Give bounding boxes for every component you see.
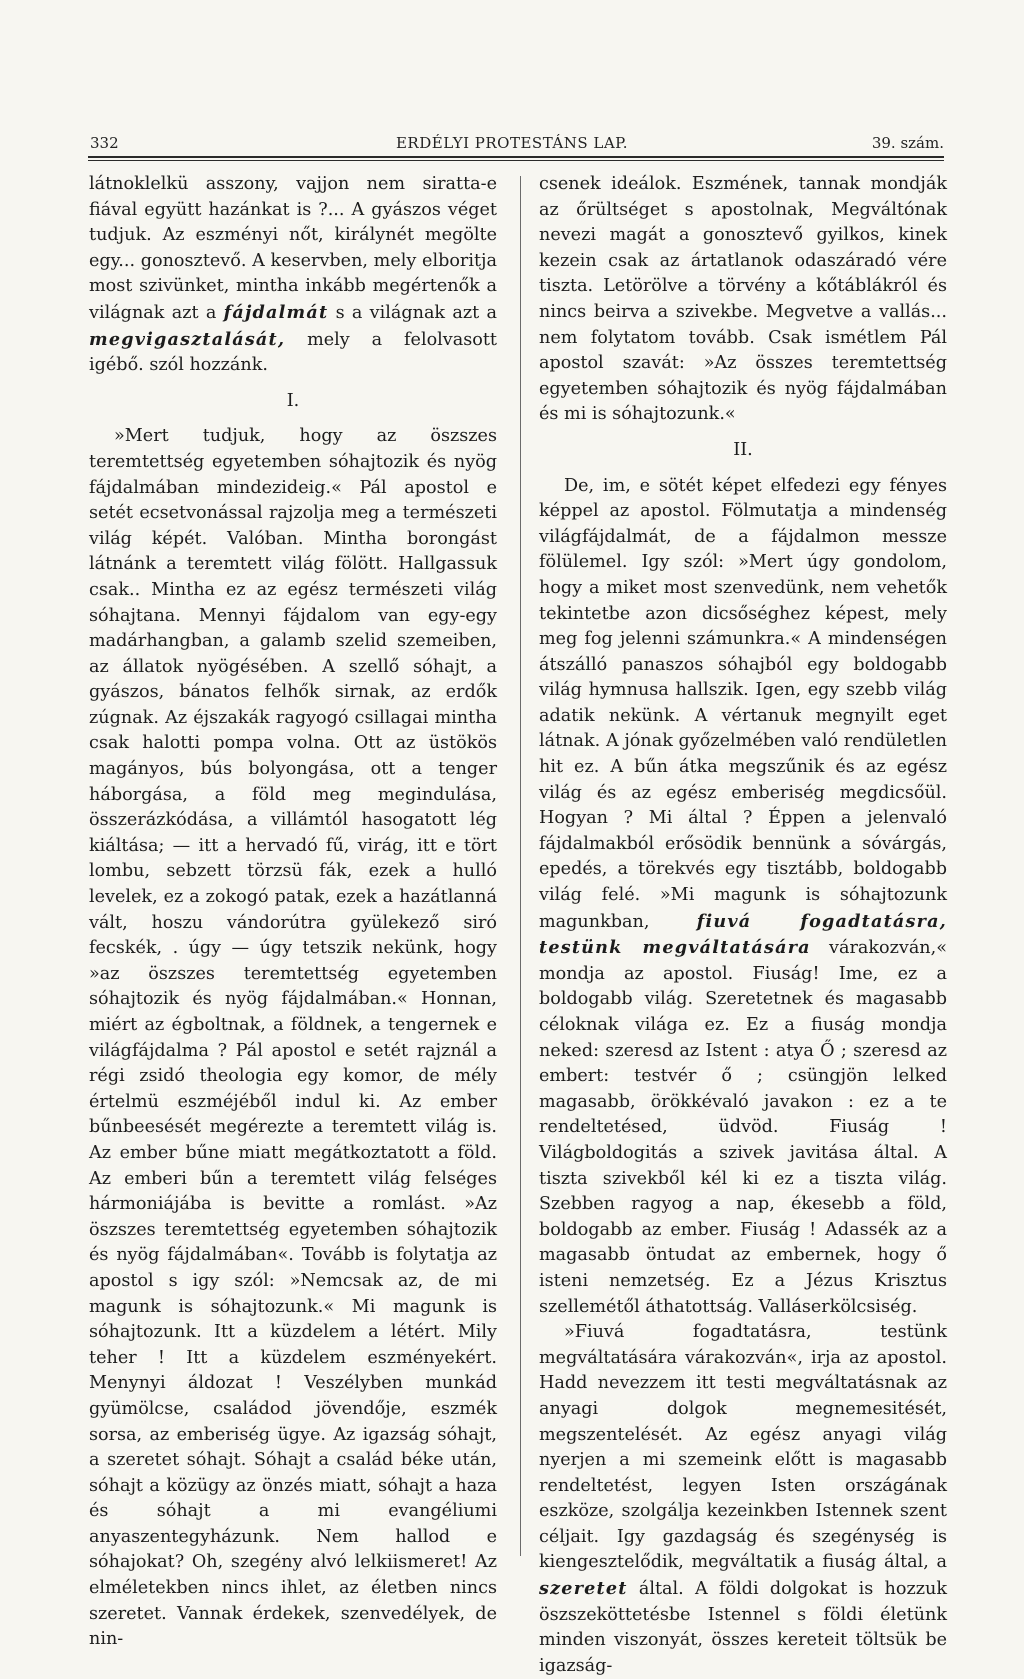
- emphasis-fajdalmat: fájdalmát: [223, 301, 329, 323]
- left-column: [89, 172, 497, 1653]
- emphasis-megvigasztalasat: megvigasztalását,: [89, 328, 286, 350]
- emphasis-szeretet: szeretet: [539, 1578, 628, 1600]
- header-rule: [88, 156, 944, 161]
- column-divider: [520, 176, 521, 1556]
- emphasis-fiuva-fogadtatasra: fiuvá fogadtatásra, testünk megváltatására: [539, 910, 947, 959]
- left-paragraph-2: »Mert tudjuk, hogy az öszszes teremtettség egyetemben sóhajtozik és nyög fájdalmában mindezideig.« Pál apostol e setét ecsetvonással rajzolja meg a természeti világ képét. Valóban. Mintha borongást látnánk a teremtett világ fölött. Hallgassuk csak.. Mintha ez az egész természeti világ sóhajtana. Mennyi fájdalom van egy-egy madárhangban, a galamb szelid szemeiben, az állatok nyögésében. A szellő sóhajt, a gyászos, bánatos felhők sirnak, az erdők zúgnak. Az éjszakák ragyogó csillagai mintha csak halotti pompa volna. Ott az üstökös magányos, bús bolyongása, ott a tenger háborgása, a föld meg megindulása, összerázkódása, a villámtól hasogatott lég kiáltása; — itt a hervadó fű, virág, itt e tört lombu, sebzett törzsü fák, ezek a hulló levelek, ez a zokogó patak, ezek a hazátlanná vált, hoszu vándorútra gyülekező siró fecskék, . úgy — úgy tetszik nekünk, hogy »az öszszes teremtettség egyetemben sóhajtozik és nyög fájdalmában.« Honnan, miért az égboltnak, a földnek, a tengernek e világfájdalma ? Pál apostol e setét rajznál a régi zsidó theologia egy komor, de mély értelmü eszméjéből indul ki. Az ember bűnbeesését megérezte a teremtett világ is. Az ember bűne miatt megátkoztatott a föld. Az emberi bűn a teremtett világ felséges hármoniájába is bevitte a romlást. »Az öszszes teremtettség egyetemben sóhajtozik és nyög fájdalmában«. Tovább is folytatja az apostol s igy szól: »Nemcsak az, de mi magunk is sóhajtozunk.« Mi magunk is sóhajtozunk. Itt a küzdelem a létért. Mily teher ! Itt a küzdelem eszményekért. Menynyi áldozat ! Veszélyben munkád gyümölcse, családod jövendője, eszmék sorsa, az emberiség ügye. Az igazság sóhajt, a szeretet sóhajt. Sóhajt a család béke után, sóhajt a közügy az önzés miatt, sóhajt a haza és sóhajt a mi evangéliumi anyaszentegyházunk. Nem hallod e sóhajokat? Oh, szegény alvó lelkiismeret! Az elméletekben nincs ihlet, az életben nincs szeretet. Vannak érdekek, szenvedélyek, de nin-: [89, 426, 497, 1650]
- issue-number: 39. szám.: [871, 134, 944, 152]
- right-paragraph-1: csenek ideálok. Eszmének, tannak mondják az őrültséget s apostolnak, Megváltónak nevezi magát a gonosztevő gyilkos, kinek kezein csak az ártatlanok odaszáradó vére tiszta. Letörölve a törvény a kőtáblákról és nincs beirva a szivekbe. Megvetve a vallás... nem folytatom tovább. Csak ismétlem Pál apostol szavát: »Az összes teremtettség egyetemben sóhajtozik és nyög fájdalmában és mi is sóhajtozunk.«: [539, 174, 947, 425]
- section-heading-2: II.: [733, 439, 753, 460]
- journal-title: ERDÉLYI PROTESTÁNS LAP.: [395, 134, 629, 152]
- right-column: [539, 172, 947, 1679]
- right-paragraph-3: »Fiuvá fogadtatásra, testünk megváltatására várakozván«, irja az apostol. Hadd nevezzem itt testi megváltatásnak az anyagi dolgok megnemesitését, megszentelését. Az egész anyagi világ nyerjen a mi szemeink előtt is magasabb rendeltetést, legyen Isten országának eszköze, szolgálja kezeinkben Istennek szent céljait. Igy gazdagság és szegénység is kiengesztelődik, megváltatik a fiuság által, a szeretet által. A földi dolgokat is hozzuk öszszeköttetésbe Istennel s földi életünk minden viszonyát, összes kereteit töltsük be igazság-: [539, 1322, 947, 1676]
- page-number: 332: [90, 134, 119, 152]
- left-paragraph-1: látnoklelkü asszony, vajjon nem siratta-e fiával együtt hazánkat is ?... A gyászos véget tudjuk. Az eszményi nőt, királynét megölte egy... gonosztevő. A keservben, mely elboritja most szivünket, mintha inkább megértenők a világnak azt a fájdalmát s a világnak azt a megvigasztalását, mely a felolvasott igébő. szól hozzánk.: [89, 174, 497, 376]
- right-paragraph-2: De, im, e sötét képet elfedezi egy fényes képpel az apostol. Fölmutatja a mindenség világfájdalmát, de a fájdalmon messze fölülemel. Igy szól: »Mert úgy gondolom, hogy a miket most szenvedünk, nem vehetők tekintetbe azon dicsőséghez képest, mely meg fog jelenni számunkra.« A mindenségen átszálló panaszos sóhajból egy boldogabb világ hymnusa hallszik. Igen, egy szebb világ adatik nekünk. A vértanuk megnyilt eget látnak. A jónak győzelmében való rendületlen hit ez. A bűn átka megszűnik és az egész világ és az egész emberiség megdicsőül. Hogyan ? Mi által ? Éppen a jelenvaló fájdalmakból erősödik bennünk a sóvárgás, epedés, a törekvés egy tisztább, boldogabb világ felé. »Mi magunk is sóhajtozunk magunkban, fiuvá fogadtatásra, testünk megváltatására várakozván,« mondja az apostol. Fiuság! Ime, ez a boldogabb világ. Szeretetnek és magasabb céloknak világa ez. Ez a fiuság mondja neked: szeresd az Istent : atya Ő ; szeresd az embert: testvér ő ; csüngjön lelked magasabb, örökkévaló javakon : ez a te rendeltetésed, üdvöd. Fiuság ! Világboldogitás a szivek javitása által. A tiszta szivekből kél ki ez a tiszta világ. Szebben ragyog a nap, ékesebb a föld, boldogabb az ember. Fiuság ! Adassék az a magasabb öntudat az embernek, hogy ő isteni nemzetség. Ez a Jézus Krisztus szellemétől áthatottság. Valláserkölcsiség.: [539, 475, 947, 1317]
- running-header: [80, 134, 944, 156]
- section-heading-1: I.: [286, 390, 300, 411]
